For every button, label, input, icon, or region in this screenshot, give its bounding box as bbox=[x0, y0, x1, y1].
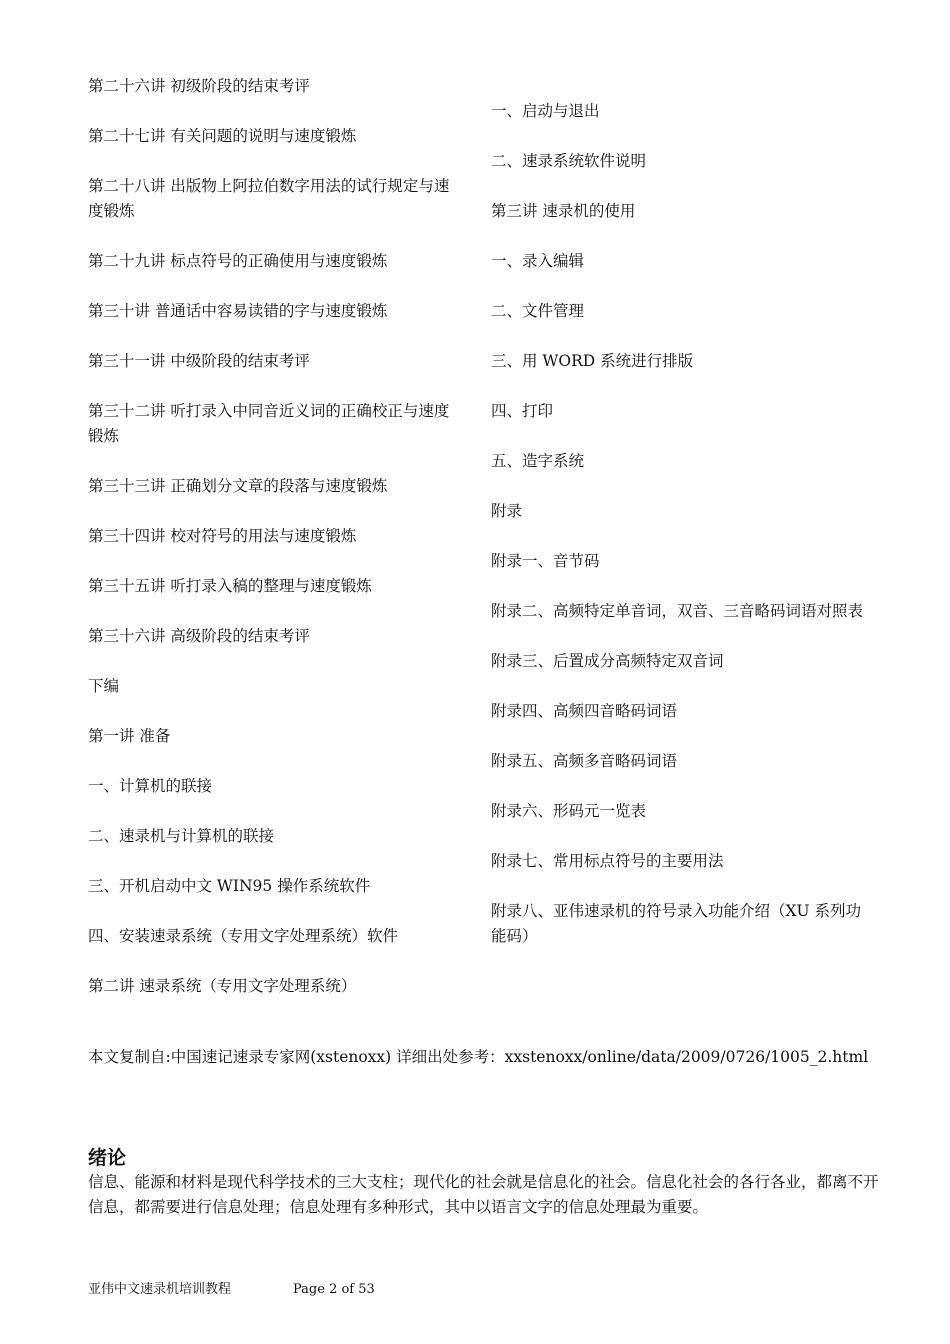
toc-entry: 第三十五讲 听打录入稿的整理与速度锻炼 bbox=[88, 577, 372, 595]
toc-entry: 二、文件管理 bbox=[491, 302, 585, 320]
toc-entry: 第三十二讲 听打录入中同音近义词的正确校正与速度锻炼 bbox=[88, 402, 450, 445]
toc-entry: 一、启动与退出 bbox=[491, 102, 600, 120]
toc-entry: 下编 bbox=[88, 677, 120, 695]
toc-entry: 第二十八讲 出版物上阿拉伯数字用法的试行规定与速度锻炼 bbox=[88, 177, 450, 220]
toc-entry: 第三十三讲 正确划分文章的段落与速度锻炼 bbox=[88, 477, 388, 495]
toc-entry: 附录五、高频多音略码词语 bbox=[491, 752, 678, 770]
toc-entry: 第二十七讲 有关问题的说明与速度锻炼 bbox=[88, 127, 357, 145]
toc-right-column bbox=[491, 99, 863, 974]
toc-entry: 附录七、常用标点符号的主要用法 bbox=[491, 852, 724, 870]
section-title: 绪论 bbox=[88, 1147, 127, 1169]
toc-entry: 第三十四讲 校对符号的用法与速度锻炼 bbox=[88, 527, 357, 545]
toc-entry: 五、造字系统 bbox=[491, 452, 585, 470]
section-body: 信息、能源和材料是现代科学技术的三大支柱；现代化的社会就是信息化的社会。信息化社会的各行各业，都离不开信息，都需要进行信息处理；信息处理有多种形式，其中以语言文字的信息处理最为重要。 bbox=[88, 1173, 879, 1216]
toc-entry: 附录二、高频特定单音词，双音、三音略码词语对照表 bbox=[491, 602, 864, 620]
toc-entry: 四、安装速录系统（专用文字处理系统）软件 bbox=[88, 927, 399, 945]
toc-entry: 第三讲 速录机的使用 bbox=[491, 202, 636, 220]
toc-entry: 三、用 WORD 系统进行排版 bbox=[491, 352, 694, 370]
toc-left-column bbox=[88, 74, 460, 1024]
toc-entry: 附录四、高频四音略码词语 bbox=[491, 702, 678, 720]
toc-entry: 第二十六讲 初级阶段的结束考评 bbox=[88, 77, 310, 95]
toc-entry: 第二讲 速录系统（专用文字处理系统） bbox=[88, 977, 357, 995]
toc-entry: 第三十讲 普通话中容易读错的字与速度锻炼 bbox=[88, 302, 388, 320]
source-attribution: 本文复制自:中国速记速录专家网(xstenoxx) 详细出处参考：xxstenoxx/online/data/2009/0726/1005_2.html bbox=[88, 1048, 869, 1066]
page-footer bbox=[88, 1280, 375, 1300]
toc-entry: 附录 bbox=[491, 502, 523, 520]
toc-entry: 附录一、音节码 bbox=[491, 552, 600, 570]
toc-entry: 附录六、形码元一览表 bbox=[491, 802, 647, 820]
toc-entry: 第三十六讲 高级阶段的结束考评 bbox=[88, 627, 310, 645]
footer-doc-title: 亚伟中文速录机培训教程 bbox=[88, 1282, 232, 1297]
toc-entry: 附录八、亚伟速录机的符号录入功能介绍（XU 系列功能码） bbox=[491, 902, 862, 945]
toc-entry: 第三十一讲 中级阶段的结束考评 bbox=[88, 352, 310, 370]
toc-entry: 第二十九讲 标点符号的正确使用与速度锻炼 bbox=[88, 252, 388, 270]
toc-entry: 第一讲 准备 bbox=[88, 727, 171, 745]
footer-page-number: Page 2 of 53 bbox=[293, 1282, 375, 1297]
toc-entry: 一、计算机的联接 bbox=[88, 777, 213, 795]
toc-entry: 三、开机启动中文 WIN95 操作系统软件 bbox=[88, 877, 371, 895]
toc-entry: 二、速录系统软件说明 bbox=[491, 152, 647, 170]
toc-entry: 一、录入编辑 bbox=[491, 252, 585, 270]
toc-entry: 二、速录机与计算机的联接 bbox=[88, 827, 275, 845]
toc-entry: 附录三、后置成分高频特定双音词 bbox=[491, 652, 724, 670]
toc-entry: 四、打印 bbox=[491, 402, 554, 420]
